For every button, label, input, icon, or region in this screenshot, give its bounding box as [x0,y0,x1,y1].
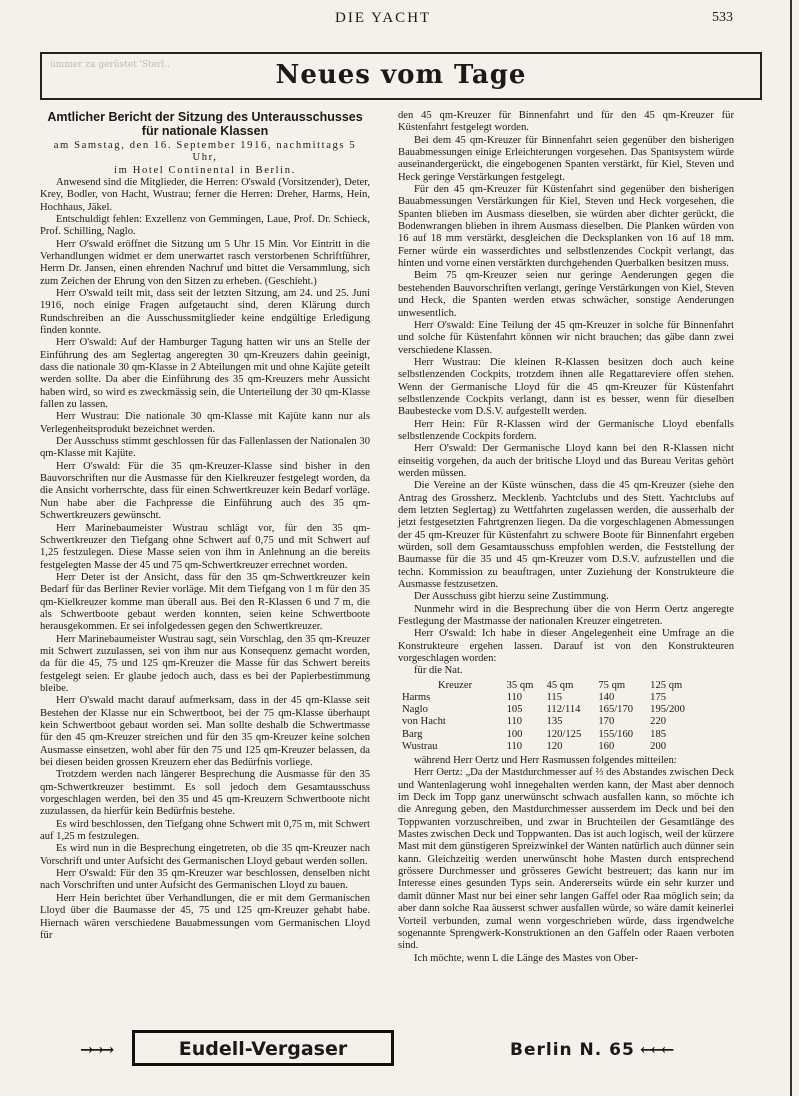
ad-box [132,1030,394,1066]
table-cell: Barg [402,728,423,740]
scan-edge [790,0,792,1096]
table-header-cell: 75 qm [598,679,626,691]
right-column [398,110,734,965]
paragraph: Herr O'swald macht darauf aufmerksam, dass in der 45 qm-Klasse seit Bestehen der Klasse nur ein Schwertboot, bei der 75 qm-Klasse überhaupt kein Schwertboot gebaut worden sei. Man sollte deshalb die Schwertmasse für den 45 qm-Kreuzer streichen und für den 35 qm-Kreuzer keine solchen Ausmasse einsetzen, wohl aber für den 75 und 125 qm-Kreuzer belassen, da bei diesen beiden grossen Kreuzern eher das Bedürfnis vorliege. [40,695,370,769]
paragraph: Nunmehr wird in die Besprechung über die von Herrn Oertz angeregte Festlegung der Mastmasse der nationalen Kreuzer eingetreten. [398,603,734,628]
table-cell: 165/170 [598,704,634,716]
table-cell: 220 [650,716,667,728]
right-paragraphs-b [398,755,734,965]
table-row [402,716,702,728]
table-cell: 110 [506,740,523,752]
meeting-date: am Samstag, den 16. September 1916, nachmittags 5 Uhr, [53,140,357,164]
table-header-cell: 125 qm [650,679,683,691]
meeting-place: im Hotel Continental in Berlin. [114,164,296,176]
paragraph: Bei dem 45 qm-Kreuzer für Binnenfahrt seien gegenüber den bisherigen Bauabmessungen einige Erleichterungen vorgesehen. Das Spantsystem würde auseinandergerückt, die eingebogenen Spanten verstärkt, für Kiel, Steven und Heck geringe Verstärkungen festgelegt. [398,134,734,183]
section-title: Neues vom Tage [275,60,527,90]
paragraph: Herr Marinebaumeister Wustrau schlägt vor, für den 35 qm-Schwertkreuzer den Tiefgang ohne Schwert auf 0,75 und mit Schwert auf 1,25 festzulegen. Diese Masse seien von ihm in Anlehnung an die bereits festgelegten Masse der 45 und 75 qm-Schwertkreuzer errechnet worden. [40,522,370,571]
paragraph: Herr Oertz: „Da der Mastdurchmesser auf ⅔ des Abstandes zwischen Deck und Wantenlagerung wohl innegehalten werden kann, der Mast aber dennoch im Deck im Topp ganz unerwünscht schwach ausfallen kann, so möchte ich die Anregung geben, den Mastdurchmesser ausserdem im Deck und bei den Toppwanten vorzuschreiben, und zwar in Bruchteilen der Gesamtlänge des Mastes zwischen Deck und Toppwanten. Das ist auch logisch, weil der kürzere Mast mit dem günstigeren Spreizwinkel der Wanten natürlich auch dünner sein kann. Gleichzeitig werden unerwünscht hohe Masten durch entsprechend grössere Durchmesser und grösseres Gewicht bestreuert; das kann nur im Interesse eines gesunden Typs sein. Andererseits würde ein sehr kurzer und damit dünner Mast nur bei einer sehr langen Gaffel oder Raa möglich sein; da aber dann solche Raa äusserst schwer ausfallen würde, so wäre damit keinerlei Vorteil verbunden, zumal wenn vorgeschrieben würde, dass irgendwelche sogenannte Sprengwerk-Konstruktionen an den Gaffeln oder Raaen verboten sind. [398,767,734,952]
paragraph: Herr Wustrau: Die kleinen R-Klassen besitzen doch auch keine selbstlenzenden Cockpits, trotzdem ihnen alle Regattareviere offen stehen. Wenn der Germanische Lloyd für die 45 qm-Kreuzer für Küstenfahrt selbstlenzende Cockpits verlangt, dann ist es besser, wenn für dieselben Baubestecke vom D.S.V. aufgestellt werden. [398,356,734,418]
section-title-box [40,52,762,100]
ad-firm: Eudell-Vergaser [178,1038,348,1060]
table-row [402,704,702,716]
paragraph: Für den 45 qm-Kreuzer für Küstenfahrt sind gegenüber den bisherigen Bauabmessungen Verstärkungen für Kiel, Steven und Heck vorgesehen, die Spanten blieben im Ausmass dieselben, sie würden aber dichter gerückt, die Bodenwrangen blieben in ihrem Ausmass dieselben. Die Planken würden von 16 auf 18 mm verstärkt, desgleichen die Decksplanken von 16 auf 18 mm. Ferner würde ein wasserdichtes und selbstlenzendes Cockpit verlangt, das hinten und vorne einen verstärkten durchgehenden Querbalken besitzen muss. [398,184,734,270]
table-header-cell: Kreuzer [438,679,473,691]
paragraph: Trotzdem werden nach längerer Besprechung die Ausmasse für den 35 qm-Schwertkreuzer bestimmt. Es soll jedoch dem Gesamtausschuss vorgeschlagen werden, bei den 35 und 45 qm-Kreuzern Schwertboote nicht zuzulassen, da hierfür kein Bedürfnis bestehe. [40,769,370,818]
table-cell: 135 [546,716,563,728]
paragraph: Herr O'swald eröffnet die Sitzung um 5 Uhr 15 Min. Vor Eintritt in die Verhandlungen widmet er dem unerwartet rasch verstorbenen Schriftführer, Herrn Dr. Jansen, einen ehrenden Nachruf und bittet die Versammlung, sich zum Zeichen der Ehrung von den Sitzen zu erheben. (Geschieht.) [40,238,370,287]
table-cell: 112/114 [546,704,581,716]
table-cell: 105 [506,704,523,716]
table-cell: 155/160 [598,728,634,740]
page-number: 533 [712,10,733,25]
table-header [402,680,702,692]
table-cell: 100 [506,728,523,740]
table-cell: Wustrau [402,740,438,752]
table-row [402,741,702,753]
paragraph: Herr O'swald: Für den 35 qm-Kreuzer war beschlossen, denselben nicht nach Vorschriften und unter Aufsicht des Germanischen Lloyd zu bauen. [40,868,370,892]
paragraph: Entschuldigt fehlen: Exzellenz von Gemmingen, Laue, Prof. Dr. Schieck, Prof. Schilling, Naglo. [40,213,370,238]
table-cell: 120 [546,740,563,752]
table-cell: 115 [546,692,563,704]
paragraph: Herr O'swald: Der Germanische Lloyd kann bei den R-Klassen nicht einseitig vorgehen, da auch der britische Lloyd und das Bureau Veritas gehört werden müssen. [398,443,734,479]
paragraph: Die Vereine an der Küste wünschen, dass die 45 qm-Kreuzer (siehe den Antrag des Grossherz. Mecklenb. Yachtclubs und des Stett. Yachtclubs auf dem letzten Seglertag) zu Wettfahrten zugelassen werden, die ausserhalb der jetzt festgesetzten Fahrtgrenzen liegen. Da die vorgeschlagenen Abmessungen der 45 qm-Kreuzer für Küstenfahrt zu schwere Boote für Binnenfahrt ergeben würden, soll dem Gesamtausschuss empfohlen werden, die Feststellung der Baumasse für die 35 und 45 qm-Kreuzer vom D.S.V. aufzustellen und die techn. Kommission zu beauftragen, unter Zuziehung der Konstrukteure die Ausmasse festzusetzen. [398,480,734,591]
journal-title: DIE YACHT [335,10,432,26]
table-cell: 110 [506,716,523,728]
table-header-cell: 45 qm [546,679,574,691]
left-column [40,110,370,942]
table-cell: 175 [650,692,667,704]
table-cell: 160 [598,740,615,752]
paragraph: Herr Hein: Für R-Klassen wird der Germanische Lloyd ebenfalls selbstlenzende Cockpits fordern. [398,418,734,442]
paragraph: Es wird beschlossen, den Tiefgang ohne Schwert mit 0,75 m, mit Schwert auf 1,25 m festzulegen. [40,818,370,843]
table-cell: 185 [650,728,667,740]
paragraph: Es wird nun in die Besprechung eingetreten, ob die 35 qm-Kreuzer nach Vorschrift und unter Aufsicht des Germanischen Lloyd gebaut werden sollen. [40,843,370,867]
table-cell: von Hacht [402,716,446,728]
paragraph: den 45 qm-Kreuzer für Binnenfahrt und für den 45 qm-Kreuzer für Küstenfahrt festgelegt worden. [398,110,734,134]
arrow-right-icon: →→→ [80,1040,112,1059]
left-paragraphs [40,177,370,942]
paragraph: Der Ausschuss gibt hierzu seine Zustimmung. [414,591,609,603]
paragraph: Der Ausschuss stimmt geschlossen für das Fallenlassen der Nationalen 30 qm-Klasse mit Kajüte. [40,436,370,460]
paragraph: Herr Marinebaumeister Wustrau sagt, sein Vorschlag, den 35 qm-Kreuzer mit Schwert zuzulassen, sei von ihm nur aus Konsequenz gemacht worden, da für die 45, 75 und 125 qm-Kreuzer die Masse für das Schwert bereits festgelegt seien. Er glaube jedoch auch, dass es bei der Papierbestimmung bleibe. [40,633,370,694]
paragraph: während Herr Oertz und Herr Rasmussen folgendes mitteilen: [414,755,677,767]
paragraph: Herr O'swald: Eine Teilung der 45 qm-Kreuzer in solche für Binnenfahrt und solche für Küstenfahrt können wir nicht brauchen; das gäbe dann zwei verschiedene Klassen. [398,319,734,356]
table-cell: 200 [650,740,667,752]
table-cell: 170 [598,716,615,728]
table-row [402,692,702,704]
table-row [402,729,702,741]
right-paragraphs-a [398,110,734,665]
table-header-cell: 35 qm [506,679,534,691]
paragraph: Herr Deter ist der Ansicht, dass für den 35 qm-Schwertkreuzer kein Bedarf für das Berliner Revier vorläge. Mit dem Tiefgang von 1 m für den 35 qm-Kielkreuzer komme man überall aus. Bei den R-Klassen 6 und 7 m, die als Schwertboote gebaut werden konnten, seien keine Schwertboote herausgekommen. Er sei infolgedessen gegen den Schwertkreuzer. [40,571,370,633]
table-cell: Naglo [402,704,428,716]
table-cell: 195/200 [650,704,685,716]
table-cell: 140 [598,692,615,704]
table-cell: 110 [506,692,523,704]
table-cell: Harms [402,692,431,704]
paragraph: Herr O'swald: Für die 35 qm-Kreuzer-Klasse sind bisher in den Bauvorschriften nur die Ausmasse für den Kielkreuzer festgelegt worden, da die Ansicht vorherrschte, dass für einen Schwertkreuzer kein Bedarf vorläge. Nun habe aber die Fachpresse die Einführung auch des 35 qm-Schwertkreuzers gewünscht. [40,460,370,522]
mast-table [402,680,702,753]
paragraph: Herr O'swald teilt mit, dass seit der letzten Sitzung, am 24. und 25. Juni 1916, noch einige Fragen aufgetaucht sind, deren Klärung durch Rundschreiben an die Ausschussmitglieder keine endgültige Erledigung finden konnte. [40,287,370,337]
paragraph: Herr O'swald: Ich habe in dieser Angelegenheit eine Umfrage an die Konstrukteure ergehen lassen. Darauf ist von den Konstrukteuren vorgeschlagen worden: [398,628,734,665]
table-caption: für die Nat. [414,665,463,677]
report-title: Amtlicher Bericht der Sitzung des Unterausschusses für nationale Klassen [47,110,363,138]
advertisement [80,1030,740,1070]
paragraph: Beim 75 qm-Kreuzer seien nur geringe Aenderungen gegen die bestehenden Bauvorschriften verlangt, geringe Verstärkungen von Kiel, Steven und Heck, die Spanten werden etwas schwächer, sonstige Aenderungen unwesentlich. [398,270,734,319]
paragraph: Herr Hein berichtet über Verhandlungen, die er mit dem Germanischen Lloyd über die Baumasse der 45, 75 und 125 qm-Kreuzer gehabt habe. Hiernach wären verschiedene Bauabmessungen vom Germanischen Lloyd für [40,892,370,941]
paragraph: Anwesend sind die Mitglieder, die Herren: O'swald (Vorsitzender), Deter, Krey, Bodler, von Hacht, Wustrau; ferner die Herren: Dreher, Harms, Hein, Hochhaus, Jäkel. [40,176,370,213]
ad-city: Berlin N. 65 [510,1040,635,1060]
paragraph: Ich möchte, wenn L die Länge des Mastes von Ober- [414,952,639,964]
paragraph: Herr O'swald: Auf der Hamburger Tagung hatten wir uns an Stelle der Einführung des am Seglertag angeregten 30 qm-Kreuzers dahin geeinigt, dass die nationale 30 qm-Klasse in 2 Abteilungen mit und ohne Kajüte geteilt werden sollte. Da aber die Einführung des 35 qm-Kreuzers mehr Aussicht haben wird, so wird es zweckmässig sein, die Unterteilung der 30 qm-Klasse fallen zu lassen. [40,337,370,411]
paragraph: Herr Wustrau: Die nationale 30 qm-Klasse mit Kajüte kann nur als Verlegenheitsprodukt bezeichnet werden. [40,411,370,435]
table-cell: 120/125 [546,728,582,740]
arrow-left-icon: ←←← [640,1040,672,1059]
running-head [0,8,799,30]
faint-bleed-text: ümmer za gerüstet 'Sterl.. [50,60,171,70]
